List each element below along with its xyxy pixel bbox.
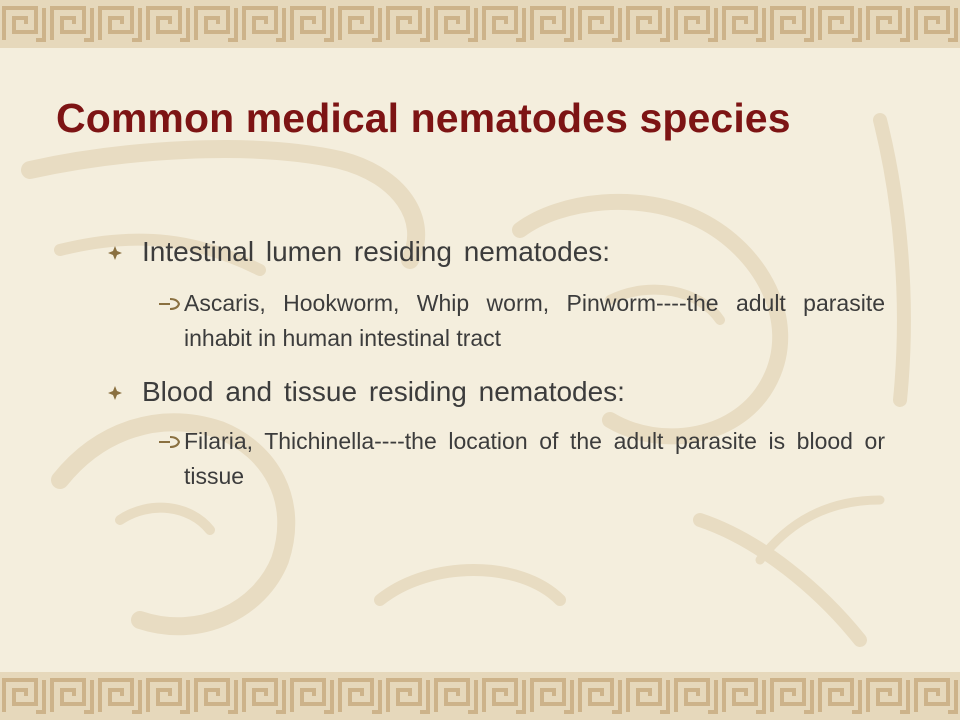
sub-bullet-item — [158, 286, 885, 356]
bullet-label: Blood and tissue residing nematodes: — [142, 376, 625, 407]
dash-bullet-icon — [158, 298, 180, 310]
sub-bullet-item — [158, 424, 885, 494]
diamond-bullet-icon — [108, 386, 122, 400]
bullet-label: Intestinal lumen residing nematodes: — [142, 236, 611, 267]
slide-title: Common medical nematodes species — [56, 95, 791, 141]
sub-bullet-text: Filaria, Thichinella----the location of the adult parasite is blood or tissue — [184, 428, 885, 489]
dash-bullet-icon — [158, 436, 180, 448]
sub-bullet-text: Ascaris, Hookworm, Whip worm, Pinworm----the adult parasite inhabit in human intestinal tract — [184, 290, 885, 351]
diamond-bullet-icon — [108, 246, 122, 260]
